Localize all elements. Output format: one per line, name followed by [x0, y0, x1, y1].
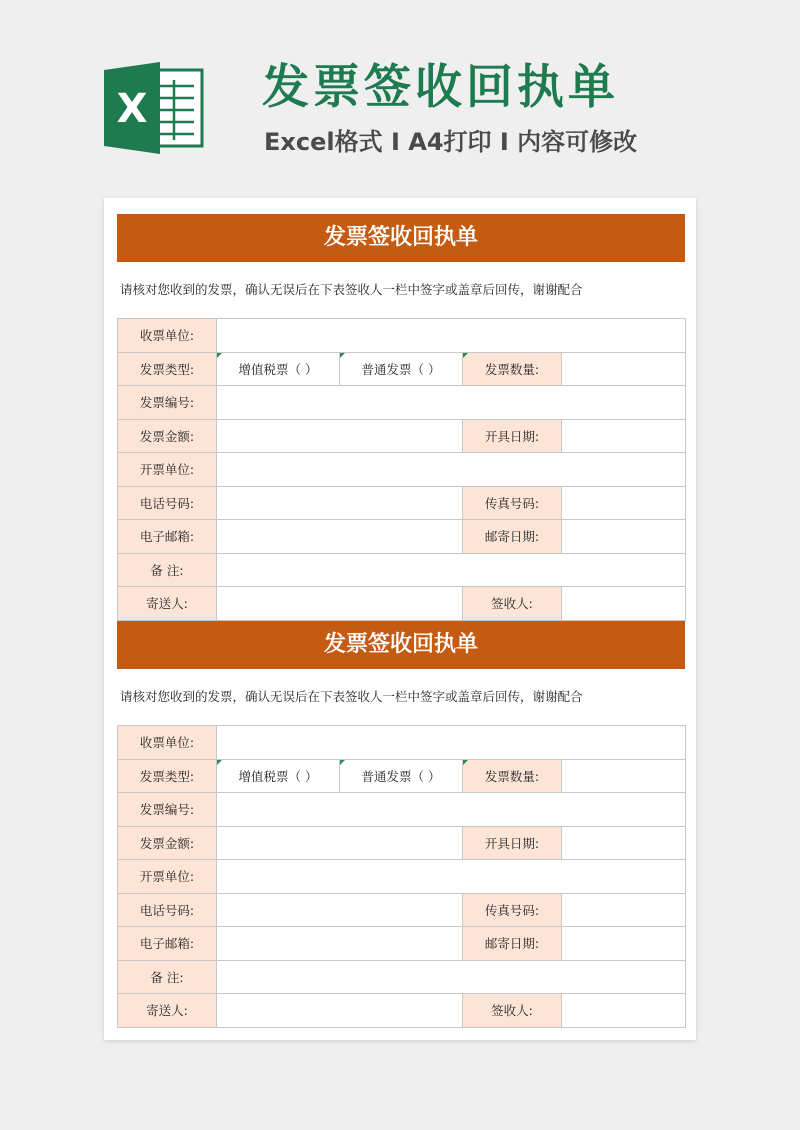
sender-field[interactable]	[217, 994, 463, 1028]
receipt-table	[117, 725, 686, 1028]
issue-date-label: 开具日期:	[463, 826, 562, 860]
receiver-field[interactable]	[562, 994, 686, 1028]
table-row	[118, 860, 686, 894]
sender-label: 寄送人:	[118, 587, 217, 621]
mail-date-label: 邮寄日期:	[463, 927, 562, 961]
invoice-type-label: 发票类型:	[118, 759, 217, 793]
mail-date-field[interactable]	[562, 520, 686, 554]
issuer-unit-label: 开票单位:	[118, 860, 217, 894]
document-page	[104, 198, 696, 1040]
invoice-quantity-label: 发票数量:	[463, 759, 562, 793]
invoice-number-label: 发票编号:	[118, 793, 217, 827]
invoice-quantity-field[interactable]	[562, 352, 686, 386]
invoice-quantity-field[interactable]	[562, 759, 686, 793]
receiver-field[interactable]	[562, 587, 686, 621]
mail-date-field[interactable]	[562, 927, 686, 961]
remark-label: 备 注:	[118, 960, 217, 994]
table-row	[118, 453, 686, 487]
table-row	[118, 419, 686, 453]
header	[0, 0, 800, 200]
form-title: 发票签收回执单	[117, 621, 685, 669]
fax-label: 传真号码:	[463, 893, 562, 927]
remark-field[interactable]	[217, 960, 686, 994]
normal-invoice-option[interactable]: 普通发票（ ）	[340, 759, 463, 793]
table-row	[118, 893, 686, 927]
invoice-amount-label: 发票金额:	[118, 826, 217, 860]
receipt-form-1	[117, 214, 685, 621]
invoice-number-field[interactable]	[217, 793, 686, 827]
table-row	[118, 486, 686, 520]
email-label: 电子邮箱:	[118, 520, 217, 554]
phone-field[interactable]	[217, 486, 463, 520]
invoice-number-label: 发票编号:	[118, 386, 217, 420]
excel-logo-letter: X	[116, 86, 148, 132]
receipt-table	[117, 318, 686, 621]
invoice-number-field[interactable]	[217, 386, 686, 420]
table-row	[118, 927, 686, 961]
issuer-unit-field[interactable]	[217, 453, 686, 487]
form-title: 发票签收回执单	[117, 214, 685, 262]
fax-label: 传真号码:	[463, 486, 562, 520]
remark-field[interactable]	[217, 553, 686, 587]
phone-field[interactable]	[217, 893, 463, 927]
issuer-unit-field[interactable]	[217, 860, 686, 894]
table-row	[118, 587, 686, 621]
invoice-quantity-label: 发票数量:	[463, 352, 562, 386]
phone-label: 电话号码:	[118, 893, 217, 927]
recipient-unit-label: 收票单位:	[118, 726, 217, 760]
fax-field[interactable]	[562, 893, 686, 927]
phone-label: 电话号码:	[118, 486, 217, 520]
invoice-type-label: 发票类型:	[118, 352, 217, 386]
table-row	[118, 386, 686, 420]
normal-invoice-option[interactable]: 普通发票（ ）	[340, 352, 463, 386]
recipient-unit-field[interactable]	[217, 319, 686, 353]
receipt-form-2	[117, 621, 685, 1028]
table-row	[118, 826, 686, 860]
receiver-label: 签收人:	[463, 994, 562, 1028]
form-instruction: 请核对您收到的发票，确认无误后在下表签收人一栏中签字或盖章后回传，谢谢配合	[120, 689, 583, 704]
issue-date-label: 开具日期:	[463, 419, 562, 453]
invoice-amount-label: 发票金额:	[118, 419, 217, 453]
table-row	[118, 553, 686, 587]
recipient-unit-label: 收票单位:	[118, 319, 217, 353]
email-label: 电子邮箱:	[118, 927, 217, 961]
table-row	[118, 726, 686, 760]
vat-invoice-option[interactable]: 增值税票（ ）	[217, 759, 340, 793]
table-row	[118, 793, 686, 827]
issue-date-field[interactable]	[562, 419, 686, 453]
mail-date-label: 邮寄日期:	[463, 520, 562, 554]
invoice-amount-field[interactable]	[217, 826, 463, 860]
vat-invoice-option[interactable]: 增值税票（ ）	[217, 352, 340, 386]
issue-date-field[interactable]	[562, 826, 686, 860]
table-row	[118, 759, 686, 793]
form-instruction: 请核对您收到的发票，确认无误后在下表签收人一栏中签字或盖章后回传，谢谢配合	[120, 282, 583, 297]
table-row	[118, 520, 686, 554]
recipient-unit-field[interactable]	[217, 726, 686, 760]
sender-field[interactable]	[217, 587, 463, 621]
table-row	[118, 352, 686, 386]
receiver-label: 签收人:	[463, 587, 562, 621]
page-title: 发票签收回执单	[262, 60, 619, 115]
fax-field[interactable]	[562, 486, 686, 520]
sender-label: 寄送人:	[118, 994, 217, 1028]
remark-label: 备 注:	[118, 553, 217, 587]
excel-icon	[104, 62, 204, 154]
email-field[interactable]	[217, 927, 463, 961]
page-subtitle: Excel格式 I A4打印 I 内容可修改	[264, 128, 638, 156]
issuer-unit-label: 开票单位:	[118, 453, 217, 487]
table-row	[118, 319, 686, 353]
table-row	[118, 960, 686, 994]
invoice-amount-field[interactable]	[217, 419, 463, 453]
table-row	[118, 994, 686, 1028]
email-field[interactable]	[217, 520, 463, 554]
